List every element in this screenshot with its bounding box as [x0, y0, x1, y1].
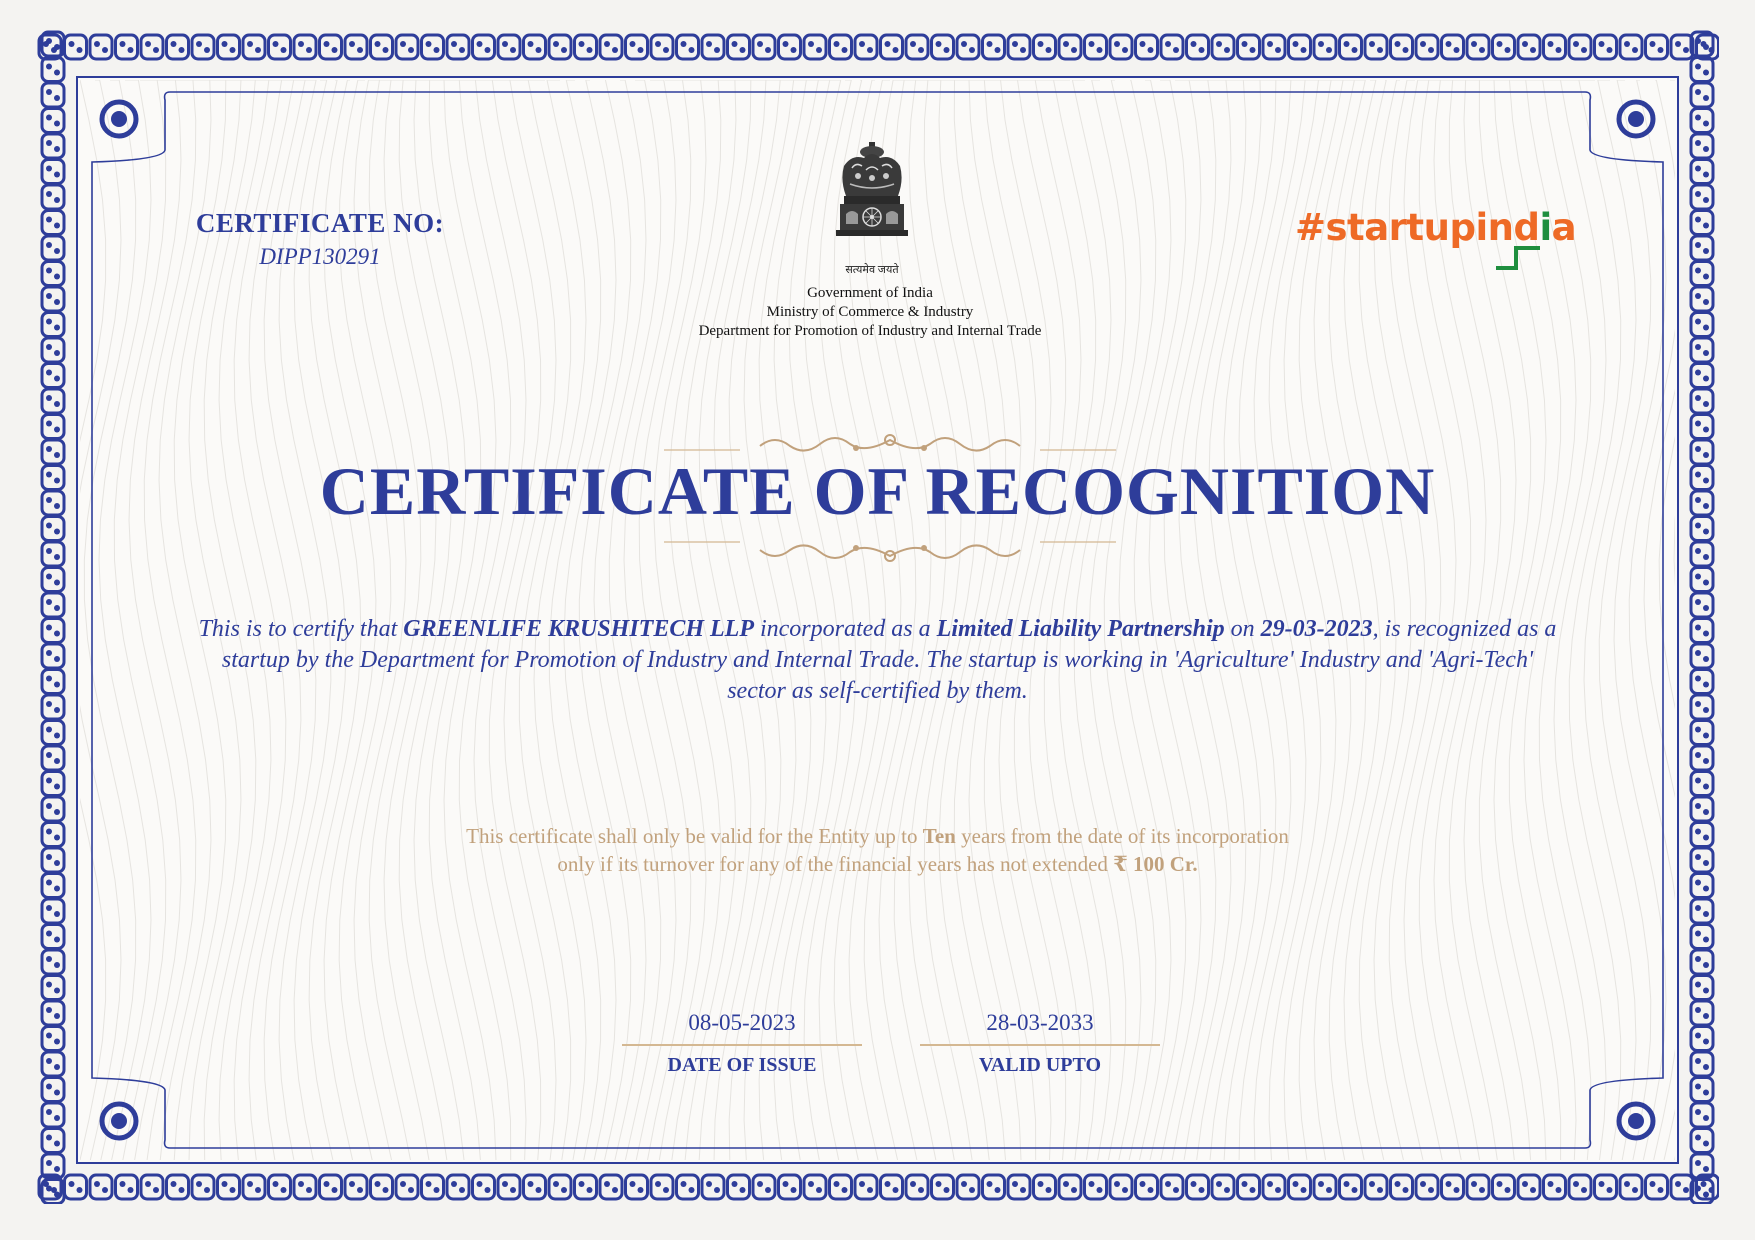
border-motif-icon — [42, 925, 64, 949]
border-motif-icon — [753, 35, 775, 59]
border-motif-icon — [1340, 35, 1362, 59]
border-motif-icon — [1034, 35, 1056, 59]
border-motif-icon — [192, 1175, 214, 1199]
border-motif-icon — [1691, 389, 1713, 413]
border-motif-icon — [1289, 35, 1311, 59]
border-motif-icon — [1569, 1175, 1591, 1199]
valid-upto-label: VALID UPTO — [978, 1054, 1102, 1076]
border-motif-icon — [600, 35, 622, 59]
border-motif-icon — [42, 32, 64, 56]
border-motif-icon — [167, 35, 189, 59]
border-motif-icon — [1691, 1078, 1713, 1102]
border-motif-icon — [42, 185, 64, 209]
border-motif-icon — [1110, 1175, 1132, 1199]
border-motif-icon — [677, 1175, 699, 1199]
corner-ring-icon — [98, 98, 140, 140]
border-motif-icon — [1691, 823, 1713, 847]
border-motif-icon — [1263, 35, 1285, 59]
border-motif-icon — [575, 35, 597, 59]
border-motif-icon — [1691, 593, 1713, 617]
border-motif-icon — [1518, 35, 1540, 59]
border-motif-icon — [1691, 287, 1713, 311]
border-motif-icon — [983, 35, 1005, 59]
border-pattern-top — [36, 30, 1719, 64]
border-motif-icon — [447, 35, 469, 59]
border-motif-icon — [1161, 35, 1183, 59]
issuer-government: Government of India — [807, 285, 933, 301]
border-motif-icon — [881, 1175, 903, 1199]
border-motif-icon — [498, 35, 520, 59]
border-motif-icon — [804, 1175, 826, 1199]
statement-rest: , is recognized as a startup by the Department for Promotion of Industry and Internal Trade. The startup is working in 'Agriculture' Industry and 'Agri-Tech' sector as self-certified by them. — [221, 616, 1557, 704]
date-of-issue-label: DATE OF ISSUE — [667, 1054, 817, 1076]
border-motif-icon — [42, 848, 64, 872]
border-motif-icon — [1289, 1175, 1311, 1199]
border-motif-icon — [371, 1175, 393, 1199]
border-motif-icon — [1691, 58, 1713, 82]
border-motif-icon — [42, 797, 64, 821]
border-motif-icon — [1467, 1175, 1489, 1199]
border-motif-icon — [1691, 848, 1713, 872]
border-motif-icon — [42, 670, 64, 694]
incorporation-date: 29-03-2023 — [1260, 616, 1373, 642]
border-motif-icon — [218, 35, 240, 59]
border-motif-icon — [753, 1175, 775, 1199]
border-motif-icon — [1544, 1175, 1566, 1199]
border-motif-icon — [1314, 35, 1336, 59]
border-motif-icon — [473, 35, 495, 59]
startupindia-step-icon — [1496, 244, 1540, 272]
border-motif-icon — [42, 721, 64, 745]
border-motif-icon — [192, 35, 214, 59]
statement-incorporated: incorporated as a — [753, 616, 937, 642]
border-motif-icon — [345, 35, 367, 59]
border-motif-icon — [1620, 35, 1642, 59]
border-motif-icon — [42, 976, 64, 1000]
border-motif-icon — [42, 1052, 64, 1076]
border-motif-icon — [1467, 35, 1489, 59]
border-motif-icon — [1442, 35, 1464, 59]
border-motif-icon — [1691, 517, 1713, 541]
border-motif-icon — [1365, 1175, 1387, 1199]
border-motif-icon — [1391, 35, 1413, 59]
ornament-bottom-icon — [660, 532, 1120, 572]
border-motif-icon — [1691, 874, 1713, 898]
valid-upto-rule — [920, 1044, 1160, 1046]
border-motif-icon — [396, 35, 418, 59]
border-motif-icon — [269, 1175, 291, 1199]
border-motif-icon — [42, 466, 64, 490]
border-motif-icon — [42, 109, 64, 133]
border-motif-icon — [42, 1078, 64, 1102]
corner-ring-icon — [1615, 98, 1657, 140]
border-motif-icon — [1691, 568, 1713, 592]
issuer-block — [570, 284, 1170, 341]
border-motif-icon — [1691, 950, 1713, 974]
border-motif-icon — [1691, 440, 1713, 464]
border-motif-icon — [1691, 491, 1713, 515]
border-motif-icon — [1691, 670, 1713, 694]
border-motif-icon — [1416, 1175, 1438, 1199]
border-motif-icon — [1691, 134, 1713, 158]
border-motif-icon — [779, 1175, 801, 1199]
border-motif-icon — [447, 1175, 469, 1199]
border-motif-icon — [1595, 35, 1617, 59]
border-motif-icon — [1691, 211, 1713, 235]
border-motif-icon — [42, 491, 64, 515]
border-motif-icon — [42, 134, 64, 158]
border-motif-icon — [371, 35, 393, 59]
border-motif-icon — [1161, 1175, 1183, 1199]
logo-text-end: a — [1551, 206, 1577, 249]
border-motif-icon — [42, 58, 64, 82]
border-motif-icon — [1212, 35, 1234, 59]
border-motif-icon — [1691, 313, 1713, 337]
border-motif-icon — [1691, 1027, 1713, 1051]
emblem-motto: सत्यमेव जयते — [845, 264, 899, 276]
border-motif-icon — [422, 1175, 444, 1199]
border-motif-icon — [294, 1175, 316, 1199]
border-motif-icon — [600, 1175, 622, 1199]
border-motif-icon — [1691, 1103, 1713, 1127]
corner-ring-icon — [98, 1100, 140, 1142]
border-motif-icon — [243, 1175, 265, 1199]
border-motif-icon — [1110, 35, 1132, 59]
border-motif-icon — [42, 313, 64, 337]
border-motif-icon — [1212, 1175, 1234, 1199]
border-motif-icon — [1620, 1175, 1642, 1199]
border-motif-icon — [42, 1001, 64, 1025]
border-motif-icon — [42, 1180, 64, 1204]
border-motif-icon — [167, 1175, 189, 1199]
border-motif-icon — [855, 35, 877, 59]
border-motif-icon — [1691, 721, 1713, 745]
border-motif-icon — [42, 83, 64, 107]
border-motif-icon — [42, 772, 64, 796]
border-motif-icon — [906, 1175, 928, 1199]
national-emblem-icon — [822, 140, 922, 280]
border-motif-icon — [42, 415, 64, 439]
border-motif-icon — [983, 1175, 1005, 1199]
border-motif-icon — [1442, 1175, 1464, 1199]
border-motif-icon — [42, 695, 64, 719]
border-motif-icon — [42, 262, 64, 286]
border-motif-icon — [804, 35, 826, 59]
date-of-issue-rule — [622, 1044, 862, 1046]
border-motif-icon — [473, 1175, 495, 1199]
border-motif-icon — [42, 389, 64, 413]
border-motif-icon — [1493, 1175, 1515, 1199]
issuer-ministry: Ministry of Commerce & Industry — [766, 304, 974, 320]
border-motif-icon — [1263, 1175, 1285, 1199]
certificate-title: CERTIFICATE OF RECOGNITION — [319, 453, 1436, 529]
border-motif-icon — [1085, 1175, 1107, 1199]
border-motif-icon — [1691, 338, 1713, 362]
date-of-issue-value: 08-05-2023 — [688, 1010, 796, 1035]
border-motif-icon — [1691, 772, 1713, 796]
entity-name: GREENLIFE KRUSHITECH LLP — [403, 616, 754, 642]
border-motif-icon — [1691, 976, 1713, 1000]
border-motif-icon — [42, 593, 64, 617]
border-motif-icon — [42, 1154, 64, 1178]
border-motif-icon — [243, 35, 265, 59]
valid-upto-block — [920, 1008, 1160, 1077]
border-motif-icon — [42, 746, 64, 770]
border-motif-icon — [42, 160, 64, 184]
border-motif-icon — [626, 1175, 648, 1199]
border-motif-icon — [1691, 797, 1713, 821]
issuer-department: Department for Promotion of Industry and Internal Trade — [698, 323, 1042, 339]
border-motif-icon — [1136, 35, 1158, 59]
validity-part3: only if its turnover for any of the financial years has not extended — [557, 852, 1114, 876]
border-motif-icon — [1518, 1175, 1540, 1199]
border-motif-icon — [1365, 35, 1387, 59]
border-motif-icon — [294, 35, 316, 59]
border-motif-icon — [1691, 899, 1713, 923]
validity-part1: This certificate shall only be valid for the Entity up to — [466, 824, 923, 848]
border-motif-icon — [42, 644, 64, 668]
border-motif-icon — [1691, 236, 1713, 260]
border-motif-icon — [830, 35, 852, 59]
turnover-limit: ₹ 100 Cr. — [1113, 852, 1198, 876]
border-motif-icon — [1238, 35, 1260, 59]
border-motif-icon — [269, 35, 291, 59]
border-motif-icon — [42, 236, 64, 260]
validity-years: Ten — [922, 824, 956, 848]
border-motif-icon — [881, 35, 903, 59]
border-motif-icon — [626, 35, 648, 59]
certificate-number-value: DIPP130291 — [259, 244, 381, 269]
border-motif-icon — [1314, 1175, 1336, 1199]
border-motif-icon — [1691, 1180, 1713, 1204]
border-motif-icon — [957, 35, 979, 59]
border-motif-icon — [498, 1175, 520, 1199]
border-motif-icon — [1034, 1175, 1056, 1199]
border-motif-icon — [42, 338, 64, 362]
border-motif-icon — [1493, 35, 1515, 59]
valid-upto-value: 28-03-2033 — [986, 1010, 1094, 1035]
border-motif-icon — [1691, 415, 1713, 439]
date-of-issue-block — [622, 1008, 862, 1077]
border-motif-icon — [1085, 35, 1107, 59]
border-motif-icon — [1691, 364, 1713, 388]
statement-on: on — [1224, 616, 1261, 642]
border-motif-icon — [422, 35, 444, 59]
border-motif-icon — [42, 542, 64, 566]
border-motif-icon — [1691, 619, 1713, 643]
border-motif-icon — [90, 1175, 112, 1199]
border-motif-icon — [549, 35, 571, 59]
border-motif-icon — [1691, 83, 1713, 107]
border-motif-icon — [1691, 644, 1713, 668]
border-motif-icon — [218, 1175, 240, 1199]
border-motif-icon — [141, 1175, 163, 1199]
border-motif-icon — [42, 874, 64, 898]
border-motif-icon — [1691, 542, 1713, 566]
border-motif-icon — [1187, 35, 1209, 59]
certificate-number-label: CERTIFICATE NO: — [195, 208, 445, 238]
statement-intro: This is to certify that — [198, 616, 404, 642]
border-motif-icon — [1691, 466, 1713, 490]
border-motif-icon — [1544, 35, 1566, 59]
border-motif-icon — [575, 1175, 597, 1199]
border-motif-icon — [1691, 1129, 1713, 1153]
border-motif-icon — [116, 1175, 138, 1199]
border-motif-icon — [42, 1027, 64, 1051]
border-motif-icon — [1691, 1154, 1713, 1178]
border-motif-icon — [1646, 1175, 1668, 1199]
border-motif-icon — [116, 35, 138, 59]
border-motif-icon — [779, 35, 801, 59]
border-pattern-right — [1685, 30, 1719, 1204]
border-motif-icon — [728, 35, 750, 59]
border-motif-icon — [651, 35, 673, 59]
border-motif-icon — [141, 35, 163, 59]
border-motif-icon — [1238, 1175, 1260, 1199]
border-motif-icon — [42, 568, 64, 592]
border-motif-icon — [1691, 746, 1713, 770]
border-motif-icon — [906, 35, 928, 59]
border-motif-icon — [320, 35, 342, 59]
border-motif-icon — [855, 1175, 877, 1199]
border-motif-icon — [932, 35, 954, 59]
corner-ring-icon — [1615, 1100, 1657, 1142]
border-motif-icon — [345, 1175, 367, 1199]
border-motif-icon — [702, 1175, 724, 1199]
border-motif-icon — [1691, 1052, 1713, 1076]
border-motif-icon — [1391, 1175, 1413, 1199]
border-pattern-left — [36, 30, 70, 1204]
border-motif-icon — [42, 1129, 64, 1153]
border-motif-icon — [1059, 35, 1081, 59]
border-motif-icon — [42, 364, 64, 388]
border-motif-icon — [677, 35, 699, 59]
border-motif-icon — [1187, 1175, 1209, 1199]
border-motif-icon — [42, 950, 64, 974]
border-motif-icon — [42, 899, 64, 923]
border-motif-icon — [42, 1103, 64, 1127]
border-motif-icon — [524, 1175, 546, 1199]
border-motif-icon — [549, 1175, 571, 1199]
logo-text-i: i — [1539, 206, 1552, 249]
border-motif-icon — [42, 823, 64, 847]
border-motif-icon — [1569, 35, 1591, 59]
validity-note — [330, 822, 1425, 878]
border-motif-icon — [1136, 1175, 1158, 1199]
border-motif-icon — [90, 35, 112, 59]
border-motif-icon — [42, 517, 64, 541]
border-pattern-bottom — [36, 1170, 1719, 1204]
border-motif-icon — [1691, 160, 1713, 184]
border-motif-icon — [651, 1175, 673, 1199]
border-motif-icon — [702, 35, 724, 59]
border-motif-icon — [1691, 32, 1713, 56]
border-motif-icon — [1059, 1175, 1081, 1199]
border-motif-icon — [1646, 35, 1668, 59]
border-motif-icon — [1008, 35, 1030, 59]
logo-text-main: #startupind — [1295, 206, 1540, 249]
border-motif-icon — [957, 1175, 979, 1199]
border-motif-icon — [1595, 1175, 1617, 1199]
border-motif-icon — [932, 1175, 954, 1199]
border-motif-icon — [1691, 109, 1713, 133]
border-motif-icon — [1691, 185, 1713, 209]
border-motif-icon — [1691, 262, 1713, 286]
border-motif-icon — [728, 1175, 750, 1199]
border-motif-icon — [42, 440, 64, 464]
border-motif-icon — [42, 211, 64, 235]
border-motif-icon — [42, 619, 64, 643]
certification-statement — [190, 614, 1565, 707]
border-motif-icon — [42, 287, 64, 311]
border-motif-icon — [1416, 35, 1438, 59]
border-motif-icon — [1691, 1001, 1713, 1025]
border-motif-icon — [830, 1175, 852, 1199]
validity-part2: years from the date of its incorporation — [955, 824, 1289, 848]
border-motif-icon — [1691, 695, 1713, 719]
border-motif-icon — [1340, 1175, 1362, 1199]
border-motif-icon — [1008, 1175, 1030, 1199]
border-motif-icon — [396, 1175, 418, 1199]
entity-type: Limited Liability Partnership — [936, 616, 1225, 642]
border-motif-icon — [320, 1175, 342, 1199]
border-motif-icon — [524, 35, 546, 59]
border-motif-icon — [1691, 925, 1713, 949]
